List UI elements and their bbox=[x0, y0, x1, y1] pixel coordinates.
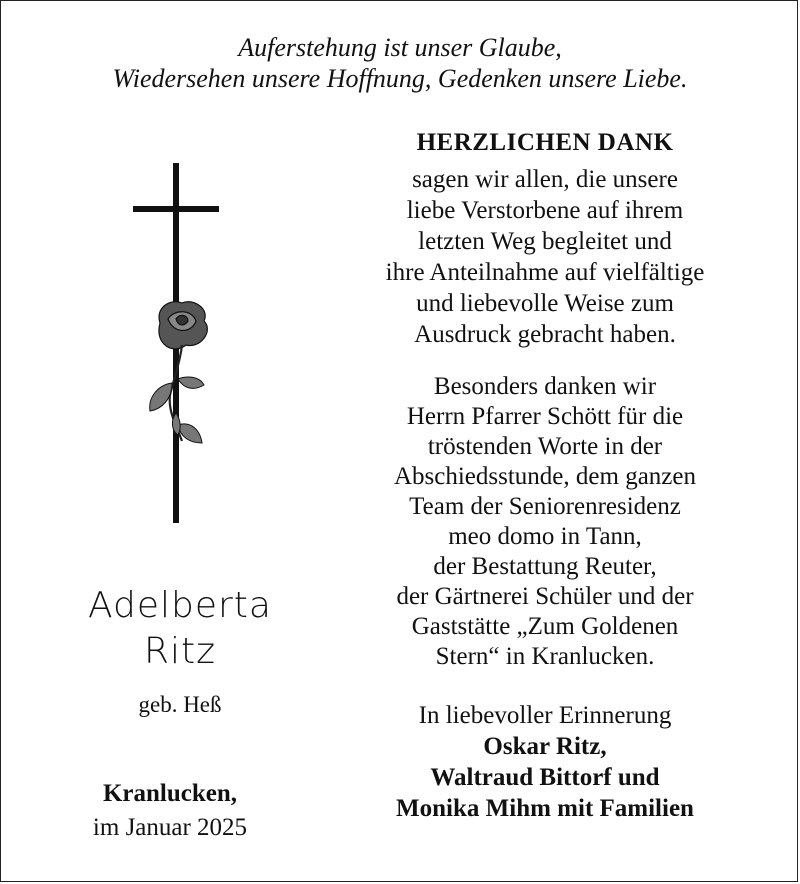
motto-line-1: Auferstehung ist unser Glaube, bbox=[238, 33, 562, 62]
text-line: Besonders danken wir bbox=[433, 373, 657, 400]
text-line: der Gärtnerei Schüler und der bbox=[396, 583, 694, 610]
place: Kranlucken, bbox=[102, 780, 238, 807]
text-line: sagen wir allen, die unsere bbox=[412, 166, 678, 193]
text-line: Ausdruck gebracht haben. bbox=[414, 321, 676, 348]
text-line: Abschiedsstunde, dem ganzen bbox=[393, 463, 696, 490]
text-line: Gaststätte „Zum Goldenen bbox=[411, 613, 679, 640]
first-name: Adelberta bbox=[88, 585, 272, 626]
text-line: Stern“ in Kranlucken. bbox=[435, 643, 655, 670]
text-line: der Bestattung Reuter, bbox=[433, 553, 657, 580]
text-line: Team der Seniorenresidenz bbox=[409, 493, 681, 520]
deceased-name bbox=[0, 583, 360, 675]
signoff-name: Monika Mihm mit Familien bbox=[396, 795, 694, 822]
date: im Januar 2025 bbox=[92, 814, 248, 841]
text-line: letzten Weg begleitet und bbox=[418, 228, 672, 255]
signoff-intro: In liebevoller Erinnerung bbox=[418, 702, 672, 729]
text-line: liebe Verstorbene auf ihrem bbox=[406, 197, 684, 224]
cross-with-rose-icon bbox=[130, 163, 222, 523]
signoff-name: Oskar Ritz, bbox=[483, 733, 607, 760]
birth-name: geb. Heß bbox=[138, 692, 222, 717]
thanks-paragraph-1 bbox=[330, 164, 760, 350]
text-line: Herrn Pfarrer Schött für die bbox=[406, 403, 684, 430]
text-line: meo domo in Tann, bbox=[448, 523, 642, 550]
thanks-heading: HERZLICHEN DANK bbox=[416, 129, 674, 156]
signoff bbox=[330, 700, 760, 824]
last-name: Ritz bbox=[143, 631, 217, 672]
thanks-column bbox=[330, 127, 760, 824]
text-line: ihre Anteilnahme auf vielfältige bbox=[385, 259, 705, 286]
text-line: und liebevolle Weise zum bbox=[416, 290, 674, 317]
text-line: tröstenden Worte in der bbox=[427, 433, 663, 460]
thanks-paragraph-2 bbox=[330, 372, 760, 672]
motto bbox=[0, 32, 800, 94]
motto-line-2: Wiedersehen unsere Hoffnung, Gedenken unsere Liebe. bbox=[112, 64, 688, 93]
signoff-name: Waltraud Bittorf und bbox=[430, 764, 660, 791]
